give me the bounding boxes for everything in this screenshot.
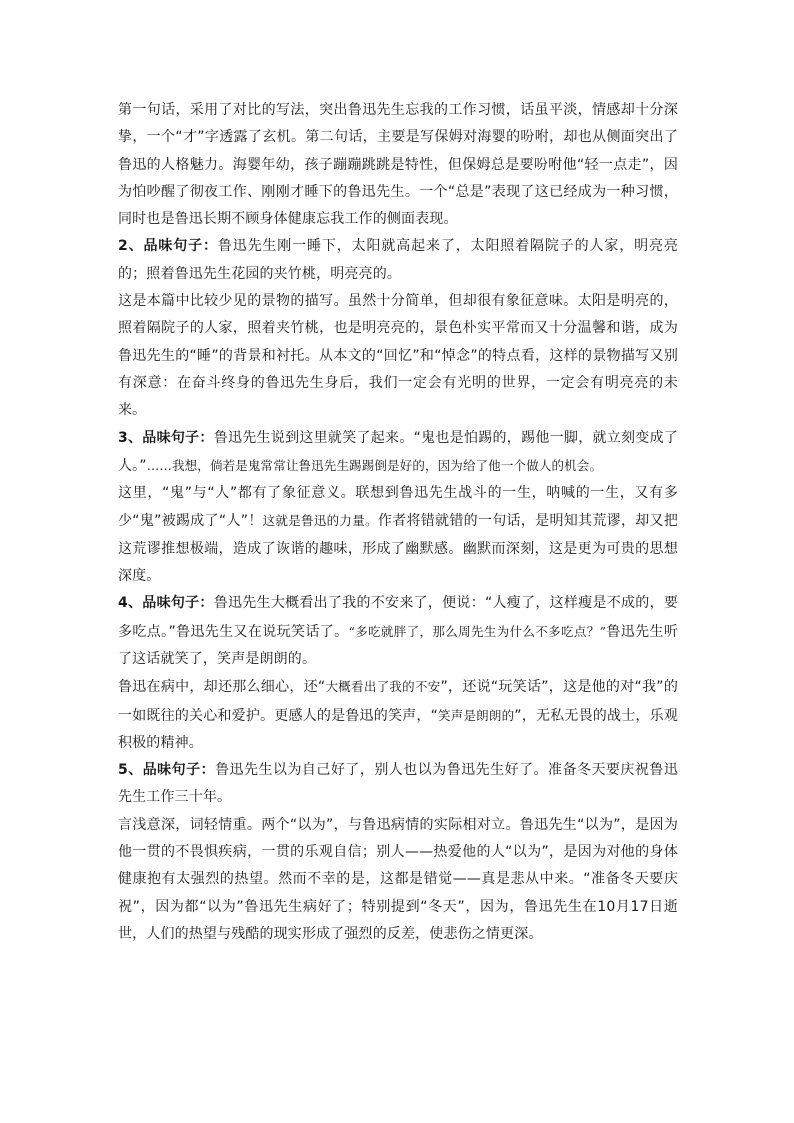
question-3-label: 3、品味句子：	[118, 429, 214, 446]
question-5	[118, 757, 678, 812]
question-2-text: 鲁迅先生刚一睡下，太阳就高起来了，太阳照着隔院子的人家，明亮亮的；照着鲁迅先生花园的夹竹桃，明亮亮的。	[118, 238, 679, 282]
question-4-small-text: “多吃就胖了，那么周先生为什么不多吃点？”	[348, 623, 607, 639]
analysis-4-text-a: 鲁迅在病中，却还那么细心，还“	[118, 679, 326, 696]
analysis-4-text-c: ”，无私无畏的战士，乐观积极的精神。	[118, 707, 678, 751]
question-3-text: 鲁迅先生说到这里就笑了起来。“鬼也是怕踢的，踢他一脚，就立刻变成了人。”	[118, 429, 679, 474]
document-page	[118, 97, 678, 948]
paragraph-analysis-2: 这是本篇中比较少见的景物的描写。虽然十分简单，但却很有象征意味。太阳是明亮的，照着隔院子的人家，照着夹竹桃，也是明亮亮的，景色朴实平常而又十分温馨和谐，成为鲁迅先生的“睡”的背景和衬托。从本文的“回忆”和“悼念”的特点看，这样的景物描写又别有深意：在奋斗终身的鲁迅先生身后，我们一定会有光明的世界，一定会有明亮亮的未来。	[118, 293, 678, 419]
analysis-4-small-a: 大概看出了我的不安	[325, 679, 441, 695]
paragraph-analysis-5: 言浅意深，词轻情重。两个“以为”，与鲁迅病情的实际相对立。鲁迅先生“以为”，是因为他一贯的不畏惧疾病，一贯的乐观自信；别人——热爱他的人“以为”，是因为对他的身体健康抱有太强烈的热望。然而不幸的是，这都是错觉——真是悲从中来。“准备冬天要庆祝”，因为都“以为”鲁迅先生病好了；特别提到“冬天”，因为，鲁迅先生在10月17日逝世，人们的热望与残酷的现实形成了强烈的反差，使悲伤之情更深。	[118, 816, 678, 942]
paragraph-analysis-1: 第一句话，采用了对比的写法，突出鲁迅先生忘我的工作习惯，话虽平淡，情感却十分深挚，一个“才”字透露了玄机。第二句话，主要是写保姆对海婴的吩咐，却也从侧面突出了鲁迅的人格魅力。海婴年幼，孩子蹦蹦跳跳是特性，但保姆总是要吩咐他“轻一点走”，因为怕吵醒了彻夜工作、刚刚才睡下的鲁迅先生。一个“总是”表现了这已经成为一种习惯，同时也是鲁迅长期不顾身体健康忘我工作的侧面表现。	[118, 102, 678, 228]
paragraph-analysis-3	[118, 480, 678, 590]
question-4	[118, 590, 678, 673]
paragraph-analysis-4	[118, 673, 678, 757]
analysis-3-small-text: 这就是鲁迅的力量。	[262, 513, 378, 529]
question-2	[118, 233, 678, 288]
question-5-label: 5、品味句子：	[118, 762, 216, 779]
question-3-small-text: ……我想，倘若是鬼常常让鲁迅先生踢踢倒是好的，因为给了他一个做人的机会。	[146, 457, 603, 473]
question-4-text-a: 鲁迅先生大概看出了我的不安来了，便说：“人瘦了，这样瘦是不成的，要多吃点。”鲁迅先生又在说玩笑话了。	[118, 595, 679, 640]
question-5-text: 鲁迅先生以为自己好了，别人也以为鲁迅先生好了。准备冬天要庆祝鲁迅先生工作三十年。	[118, 762, 678, 806]
question-2-label: 2、品味句子：	[118, 238, 218, 255]
analysis-4-small-b: 笑声是朗朗的	[437, 707, 515, 723]
analysis-3-text-a: 这里，“鬼”与“人”都有了象征意义。联想到鲁迅先生战斗的一生，呐喊的一生，又有多少“鬼”被踢成了“人”！	[118, 485, 678, 530]
analysis-4-text-b: ”，还说“玩笑话”，这是他的对“我”的一如既往的关心和爱护。更感人的是鲁迅的笑声，“	[118, 679, 678, 724]
question-3	[118, 425, 678, 481]
question-4-text-b: 鲁迅先生听了这话就笑了，笑声是朗朗的。	[118, 623, 678, 667]
question-4-label: 4、品味句子：	[118, 595, 214, 612]
analysis-3-text-b: 作者将错就错的一句话，是明知其荒谬，却又把这荒谬推想极端，造成了诙谐的趣味，形成了幽默感。幽默而深刻，这是更为可贵的思想深度。	[118, 513, 679, 585]
